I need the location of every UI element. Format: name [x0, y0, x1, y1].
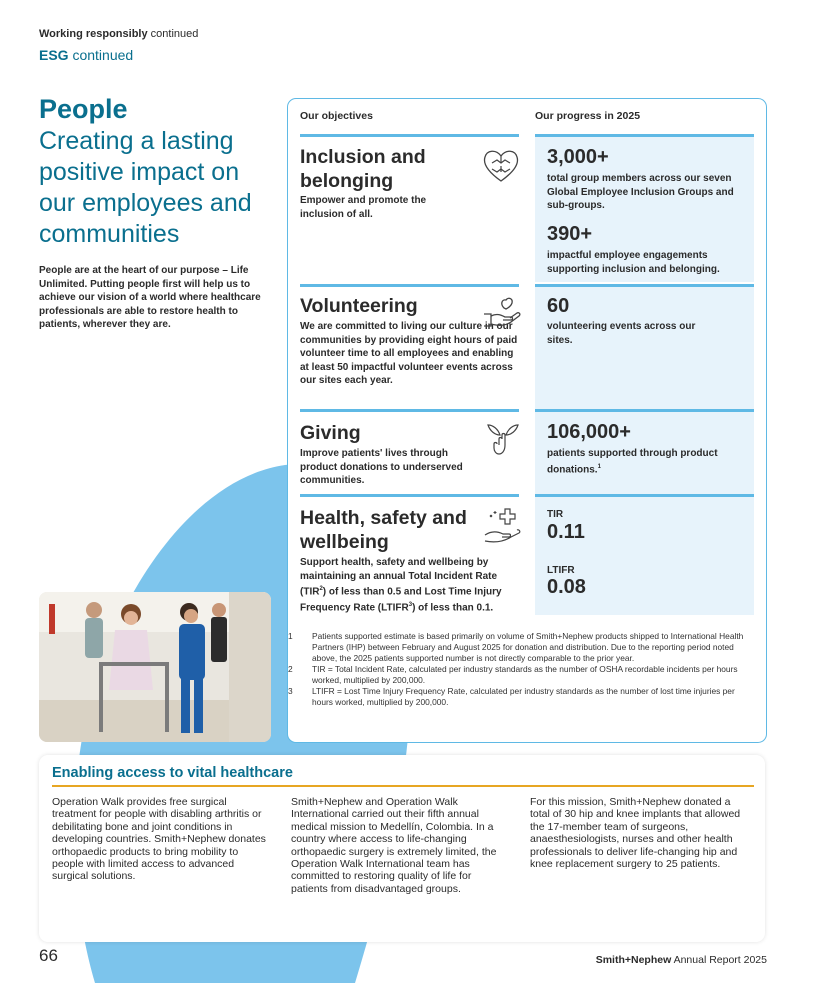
- objective-text-part: Support health, safety and wellbeing by maintaining an annual Total Incident Rate (TIR: [300, 557, 498, 598]
- report-name: Annual Report 2025: [671, 954, 767, 966]
- progress-value: 3,000+: [547, 146, 609, 168]
- objective-title-volunteering: Volunteering: [300, 295, 418, 317]
- feature-column-3: For this mission, Smith+Nephew donated a total of 30 hip and knee implants that allowed the 17-member team of surgeons, anaesthesiologists, nurses and other health professionals to deliver life-changing hip and knee replacement surgery to 25 patients.: [530, 796, 741, 871]
- progress-desc: patients supported through product donations.: [547, 448, 718, 475]
- intro-paragraph: People are at the heart of our purpose – Life Unlimited. Putting people first will help us to achieve our vision of a world where healthcare professionals are able to restore health to patients, wherever they are.: [39, 265, 261, 330]
- sub-continued: continued: [68, 47, 134, 63]
- helping-hand-icon: [482, 296, 522, 332]
- objective-text-giving: Improve patients' lives through product donations to underserved communities.: [300, 448, 463, 486]
- progress-header: Our progress in 2025: [535, 110, 641, 122]
- progress-value: 0.08: [547, 576, 586, 598]
- footnote: [288, 631, 748, 664]
- footnote-ref: 3: [408, 601, 413, 608]
- footnotes: [288, 631, 748, 708]
- row-divider: [535, 134, 754, 137]
- progress-value: 390+: [547, 223, 593, 245]
- progress-label: TIR: [547, 509, 564, 520]
- objective-text-health: [300, 556, 518, 615]
- objective-text-part: ) of less than 0.1.: [412, 602, 494, 614]
- feature-title: Enabling access to vital healthcare: [52, 765, 293, 781]
- footnote-ref: 2: [319, 586, 323, 592]
- footnote-number: 1: [288, 631, 293, 641]
- objective-title-health: Health, safety and wellbeing: [300, 507, 467, 553]
- row-divider: [300, 409, 519, 412]
- footnote-number: 3: [288, 686, 293, 696]
- objectives-header: Our objectives: [300, 110, 373, 122]
- feature-column-2: Smith+Nephew and Operation Walk International carried out their fifth annual medical mission to Medellín, Colombia. In a country where access to life-changing orthopaedic surgery is extremely limited, the Operation Walk International team has committed to restoring quality of life for patients from disadvantaged groups.: [291, 796, 497, 895]
- footnote-text: TIR = Total Incident Rate, calculated per industry standards as the number of OSHA recordable incidents per hours worked, multiplied by 200,000.: [312, 664, 738, 685]
- page-title: People: [39, 94, 128, 124]
- giving-hands-icon: [485, 421, 521, 459]
- progress-desc: total group members across our seven Global Employee Inclusion Groups and sub-groups.: [547, 173, 734, 211]
- progress-value: 106,000+: [547, 421, 631, 443]
- heart-hands-icon: [481, 147, 521, 185]
- section-label: Working responsibly: [39, 28, 148, 40]
- objective-text-inclusion: Empower and promote the inclusion of all.: [300, 195, 427, 220]
- footnote: [288, 664, 748, 686]
- objective-text-volunteering: We are committed to living our culture in our communities by providing eight hours of paid volunteer time to all employees and enabling at least 50 impactful volunteer events across our sites each year.: [300, 321, 518, 386]
- progress-desc: impactful employee engagements supporting inclusion and belonging.: [547, 250, 720, 275]
- footnote-number: 2: [288, 664, 293, 674]
- health-cross-hand-icon: [483, 505, 523, 545]
- row-divider: [300, 494, 519, 497]
- patient-walking-image: [39, 592, 271, 742]
- sub-label: ESG: [39, 47, 69, 63]
- progress-desc: volunteering events across our sites.: [547, 321, 696, 346]
- progress-value: 0.11: [547, 521, 585, 543]
- section-breadcrumb: [39, 28, 198, 40]
- sub-breadcrumb: [39, 47, 133, 63]
- hospital-photo: [39, 592, 271, 742]
- brand-name: Smith+Nephew: [595, 954, 672, 966]
- objective-text-part: ) of less than 0.5 and Lost Time Injury Frequency Rate (LTIFR: [300, 586, 502, 614]
- objective-title-inclusion: Inclusion and belonging: [300, 146, 426, 192]
- objective-title-giving: Giving: [300, 422, 361, 444]
- page-number: 66: [39, 946, 58, 965]
- feature-column-1: Operation Walk provides free surgical treatment for people with disabling arthritis or debilitating bone and joint conditions in developing countries. Smith+Nephew donates orthopaedic products to bring mobility to people with limited access to advanced surgical solutions.: [52, 796, 266, 883]
- progress-label: LTIFR: [547, 565, 575, 576]
- report-footer: [596, 954, 767, 966]
- row-divider: [535, 284, 754, 287]
- footnote-text: LTIFR = Lost Time Injury Frequency Rate, calculated per industry standards as the number of lost time injuries per hours worked, multiplied by 200,000.: [312, 686, 735, 707]
- row-divider: [535, 409, 754, 412]
- feature-title-underline: [52, 785, 754, 787]
- progress-value: 60: [547, 295, 570, 317]
- progress-desc-giving: [547, 447, 727, 476]
- row-divider: [535, 494, 754, 497]
- section-continued: continued: [147, 28, 199, 40]
- footnote-text: Patients supported estimate is based primarily on volume of Smith+Nephew products shipped to International Health Partners (IHP) between February and August 2025 for donation and distribution. Due to the reporting period noted above, the 2025 patients supported number is not directly comparable to the prior year.: [312, 631, 744, 663]
- page-tagline: Creating a lasting positive impact on our employees and communities: [39, 127, 252, 248]
- footnote-ref: 1: [597, 463, 601, 470]
- footnote: [288, 686, 748, 708]
- row-divider: [300, 134, 519, 137]
- row-divider: [300, 284, 519, 287]
